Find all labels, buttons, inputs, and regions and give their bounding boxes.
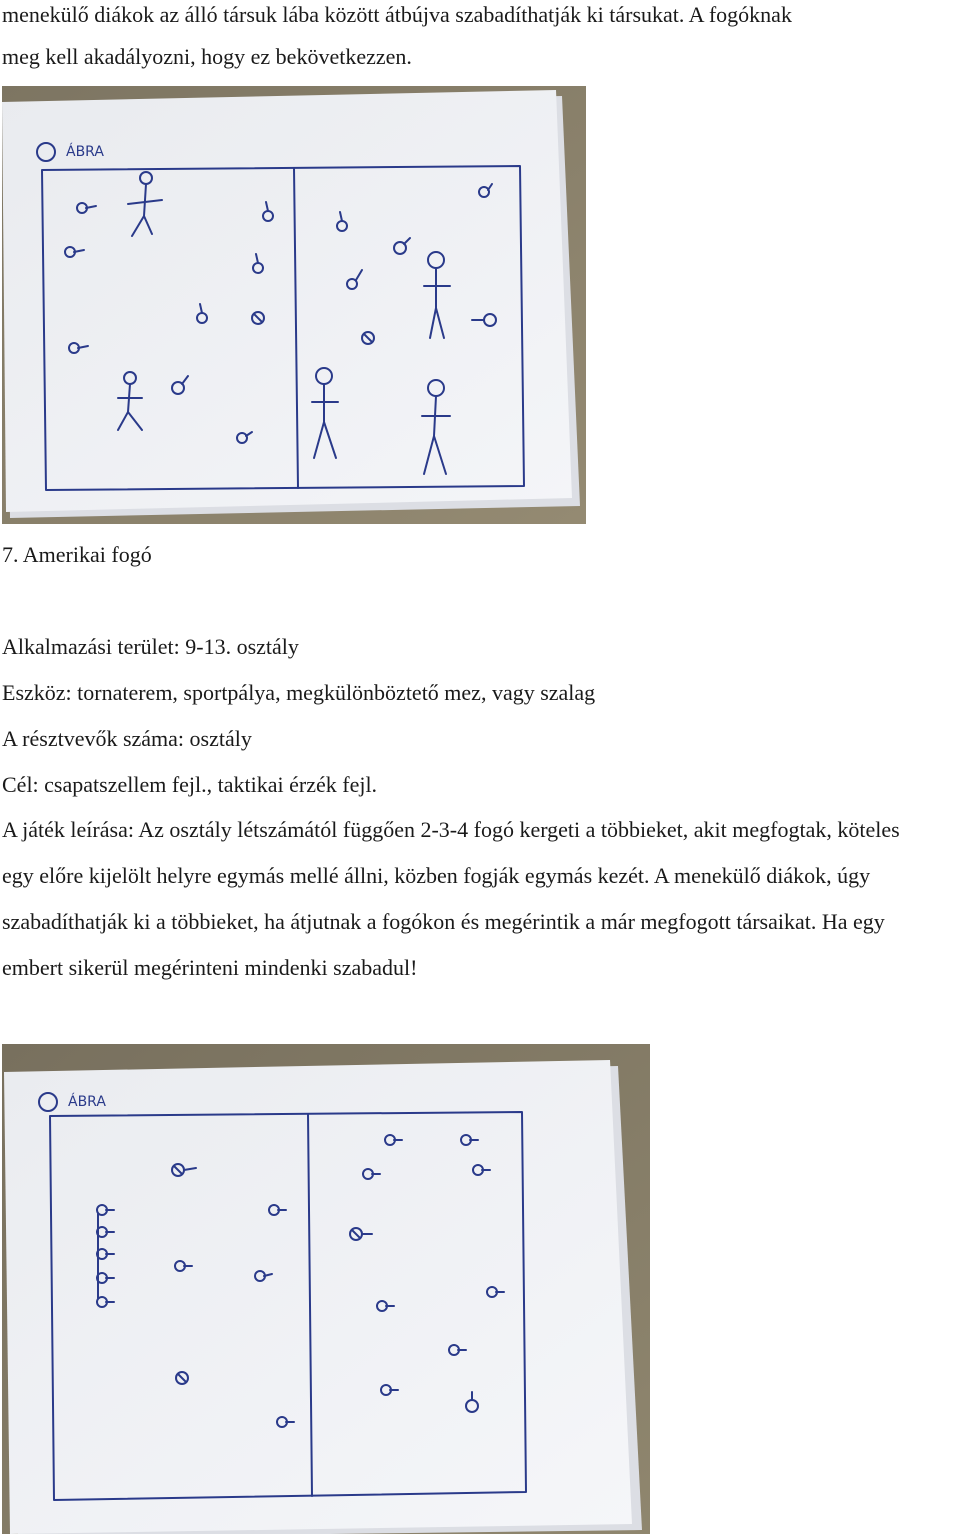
intro-line-2: meg kell akadályozni, hogy ez bekövetkezzen.	[2, 44, 412, 69]
intro-line-1: menekülő diákok az álló társuk lába között átbújva szabadíthatják ki társukat. A fogóknak	[2, 2, 792, 27]
game-area: Alkalmazási terület: 9-13. osztály	[2, 634, 299, 659]
figure-6-label: ÁBRA	[66, 144, 104, 160]
game-description: A játék leírása: Az osztály létszámától függően 2-3-4 fogó kergeti a többieket, akit megfogtak, köteles egy előre kijelölt helyre egymás mellé állni, közben fogják egymás kezét. A menekülő diákok, úgy szabadíthatják ki a többieket, ha átjutnak a fogókon és megérintik a már megfogott társaikat. Ha egy embert sikerül megérinteni mindenki szabadul!	[2, 817, 900, 980]
game-goal: Cél: csapatszellem fejl., taktikai érzék fejl.	[2, 772, 378, 797]
game-equipment: Eszköz: tornaterem, sportpálya, megkülönböztető mez, vagy szalag	[2, 680, 596, 705]
game-title: 7. Amerikai fogó	[2, 542, 152, 567]
figure-7-label: ÁBRA	[68, 1094, 106, 1110]
game-participants: A résztvevők száma: osztály	[2, 726, 252, 751]
figure-7-photo	[2, 1044, 650, 1534]
figure-6-photo	[2, 86, 586, 524]
